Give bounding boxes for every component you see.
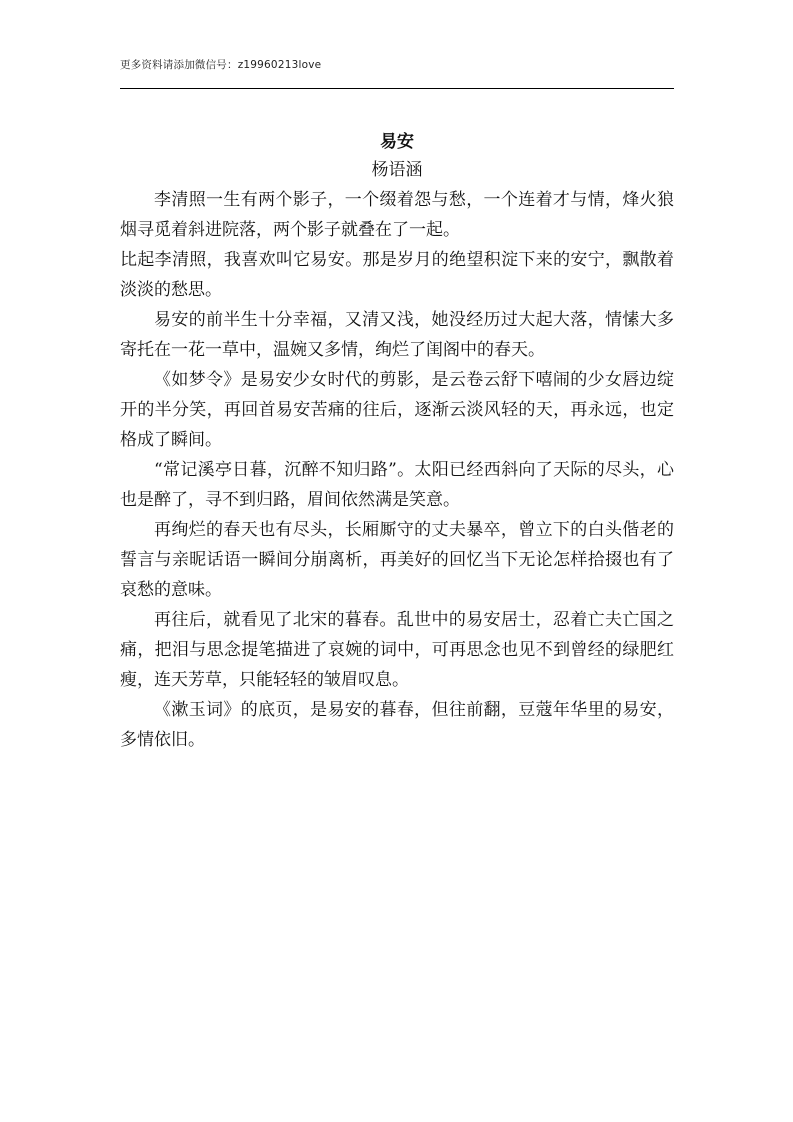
paragraph: “常记溪亭日暮，沉醉不知归路”。太阳已经西斜向了天际的尽头，心也是醉了，寻不到归路，眉间依然满是笑意。 [120,460,674,510]
paragraph: 再绚烂的春天也有尽头，长厢厮守的丈夫暴卒，曾立下的白头偕老的誓言与亲昵话语一瞬间分崩离析，再美好的回忆当下无论怎样拾掇也有了哀愁的意味。 [120,520,674,600]
paragraph: 再往后，就看见了北宋的暮春。乱世中的易安居士，忍着亡夫亡国之痛，把泪与思念提笔描进了哀婉的词中，可再思念也见不到曾经的绿肥红瘦，连天芳草，只能轻轻的皱眉叹息。 [120,610,674,690]
header-text: 更多资料请添加微信号：z19960213love [120,59,322,71]
paragraph: 《漱玉词》的底页，是易安的暮春，但往前翻，豆蔻年华里的易安，多情依旧。 [120,700,674,750]
header-divider [120,88,674,89]
paragraph: 易安的前半生十分幸福，又清又浅，她没经历过大起大落，情愫大多寄托在一花一草中，温婉又多情，绚烂了闺阁中的春天。 [120,310,674,360]
article-title: 易安 [380,132,414,152]
paragraph: 比起李清照，我喜欢叫它易安。那是岁月的绝望积淀下来的安宁，飘散着淡淡的愁思。 [120,250,674,300]
paragraph: 李清照一生有两个影子，一个缀着怨与愁，一个连着才与情，烽火狼烟寻觅着斜进院落，两个影子就叠在了一起。 [120,190,674,240]
paragraph: 《如梦令》是易安少女时代的剪影，是云卷云舒下嘻闹的少女唇边绽开的半分笑，再回首易安苦痛的往后，逐渐云淡风轻的天，再永远，也定格成了瞬间。 [120,370,674,450]
article-body [120,130,674,755]
article-author: 杨语涵 [371,160,423,180]
